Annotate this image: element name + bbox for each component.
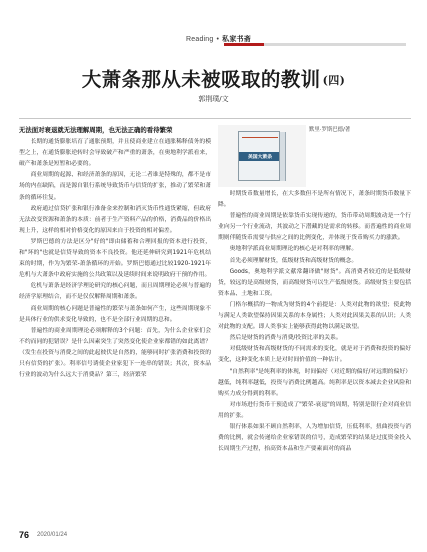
section-separator: • xyxy=(216,35,220,43)
paragraph: "自然利率"是纯利率的体现，时间偏好（对近期的偏好/对远期的偏好）越低，纯利率越低，投资与消费比例越高。纯利率是以资本减去企业风险和购买力成分得到的利率。 xyxy=(218,368,411,397)
figure-caption: 默里·罗斯巴德/著 xyxy=(309,127,351,133)
right-column xyxy=(218,125,411,522)
paragraph: 时期货币数量增长，在大多数但不是所有情况下，萧条时期货币数量下降。 xyxy=(218,191,411,209)
paragraph: 普遍性的商业周期是依靠货币实现传递的，货币带动周期波动是一个行业向另一个行业流动，其波动之下潜藏的是需求的转移。而普遍性的商业周期则伴随货币需要与供应之间的比例变化，并体现于货币购买力的涨跌。 xyxy=(218,213,411,242)
page-header xyxy=(0,0,427,46)
paragraph: 普遍性的商业周期理论必须解释的3个问题：首先，为什么企业家们会不约而同的犯错误？是什么因素突生了突然变化使企业家都错的如此离谱？（发生在投资与消费之间的此起彼伏是自然的，能够同时扩张消费和投资的只有信贷的扩张）。利率信号诱使企业家犯下一连串的错误；其次，资本品行业的波动为什么远大于消费品？第三，经济繁荣 xyxy=(19,327,211,379)
article-title-text: 大萧条那从未被吸取的教训 xyxy=(81,68,321,91)
book-figure xyxy=(218,125,411,187)
paragraph: 商业周期的核心问题是普遍性的繁荣与萧条如何产生，这些周期现象不是具体行业的供求变化导致的，也不是全部行业周期的总和。 xyxy=(19,305,211,323)
issue-date: 2020/01/24 xyxy=(37,532,68,538)
paragraph: 罗斯巴德的方法是区分"好的"即由储蓄和合理回报的资本进行投资，和"坏的"也就是信贷导致的资本不良投资。他还延伸研究到1921年危机结束的时期，作为为繁荣-萧条循环的开始。罗斯巴德通过比较1920-1921年危机与大萧条中政府实施的公共政策以及延续时间来说明政府干预的作用。 xyxy=(19,238,211,279)
paragraph: 商业周期的起源、和经济萧条的原因，无论二者谁是特殊的，都不是市场的内在缺陷，而是源自银行系统导致货币与信贷的扩张，推动了繁荣和萧条的循环往复。 xyxy=(19,172,211,201)
article-part: (四) xyxy=(322,74,346,87)
header-rule xyxy=(226,43,406,46)
paragraph: 门格尔概括的一物成为财货的4个前提是：人类对此物的欲望；使此物与满足人类欲望保持因果关系的本身属性；人类对此因果关系的认识；人类对此物的支配。即人类事实上能够获得此物以满足欲望。 xyxy=(218,301,411,331)
book-cover xyxy=(238,131,280,181)
paragraph: 银行体系如果不顾自然利率，人为增加信贷，压低利率，扭曲投资与消费的比例，就会传递给企业家错误的信号，造成繁荣的结果是过度资金投入长周期生产过程，抬高资本品和生产要素面对的商品 xyxy=(218,423,411,453)
cover-accent xyxy=(242,137,278,138)
lead-heading: 无法面对衰退就无法理解周期，也无法正确的看待繁荣 xyxy=(19,126,173,134)
paragraph: 然后是财货的消费与消费/投资比率的关系。 xyxy=(229,335,342,342)
paragraph: 对市场进行货币干预造成了"繁荣-衰退"的周期，特别是银行企对商业信用的扩张。 xyxy=(218,401,411,419)
cover-title: 美国大萧条 xyxy=(248,155,272,160)
article-title xyxy=(0,64,427,92)
paragraph: 长期的通货膨胀培育了通胀预期，并且使商业建立在通胀稀释债务的模型之上，在通货膨胀逆转时会导致破产和严重的萧条，在奥地利学派看来，破产和萧条是短暂和必要的。 xyxy=(19,139,211,168)
paragraph: 首先必须理解财货，低级财货和高级财货的概念。 xyxy=(229,257,358,264)
section-label: Reading xyxy=(186,35,214,43)
paragraph: Goods，奥地利学派文献常翻译做"财货"。高消费者较近的是低级财货，较远的是高级财货，而高级财货可以生产低级财货。高级财货主要包括资本品、土地和工资。 xyxy=(218,268,411,297)
paragraph: 对低级财货和高级财货的不同需求的变化，就是对于消费和投资的偏好变化，这种变化本质上是对时间价值的一种估计。 xyxy=(218,346,411,364)
paragraph: 政府通过信贷扩张和银行准备金来控制和消灭货币性通货紧缩，但政府无法改变资源和萧条的本质：前者于生产资料产品的价格，消费品的价格出现上升，这样的相对价格变化的原因来自于投资的相对偏差。 xyxy=(19,205,211,234)
page-number: 76 xyxy=(19,530,30,540)
article-author: 郭荆璞/文 xyxy=(198,95,229,103)
title-divider xyxy=(19,118,411,119)
paragraph: 危机与萧条是经济学理论研究的核心问题，而且周期理论必须与普遍的经济学原理结合，而不是仅仅解释周期和萧条。 xyxy=(19,283,211,301)
left-column xyxy=(19,125,211,522)
book-cover-image xyxy=(218,125,306,187)
paragraph: 奥地利学派商业周期理论的核心是对利率的理解。 xyxy=(229,246,358,253)
book-spine xyxy=(280,132,286,181)
column-name: 私家书斋 xyxy=(222,36,251,43)
